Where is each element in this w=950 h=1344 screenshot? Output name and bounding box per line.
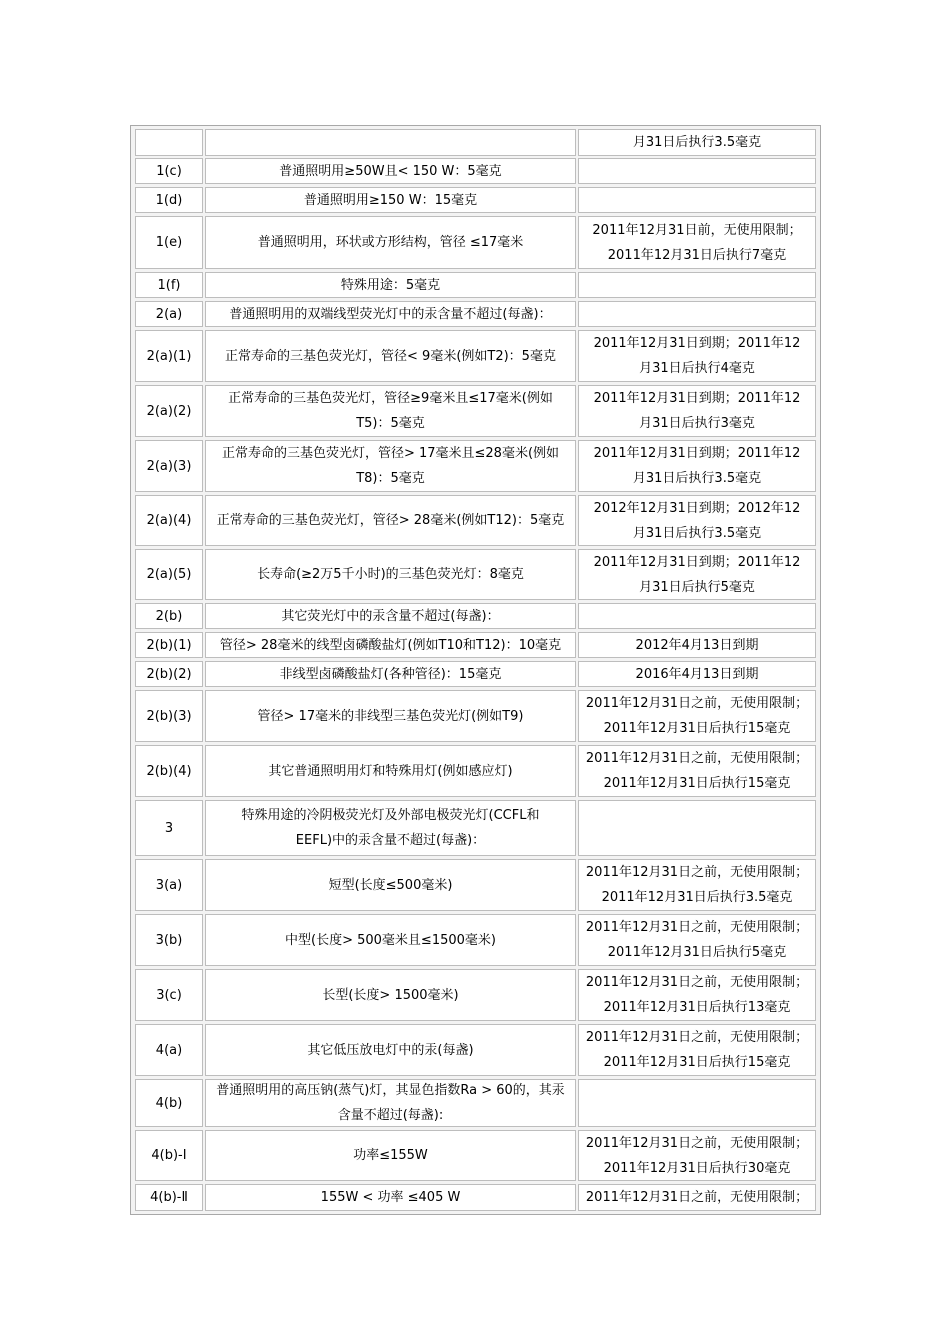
row-description-cell bbox=[205, 745, 576, 797]
row-code-text: 1(e) bbox=[155, 235, 183, 250]
row-description-cell bbox=[205, 914, 576, 966]
row-description-text: 其它荧光灯中的汞含量不超过(每盏)： bbox=[281, 608, 500, 624]
row-code-text: 3 bbox=[164, 820, 174, 836]
row-deadline-cell bbox=[578, 1024, 816, 1076]
table-row bbox=[131, 1024, 820, 1076]
row-description-cell bbox=[205, 1024, 576, 1076]
row-deadline-cell bbox=[578, 1130, 816, 1181]
row-code-cell bbox=[135, 800, 203, 856]
row-deadline-text: 2011年12月31日之前，无使用限制； 2011年12月31日后执行3.5毫克 bbox=[585, 865, 809, 905]
row-description-cell bbox=[205, 661, 576, 687]
row-deadline-text: 2011年12月31日之前，无使用限制； bbox=[585, 1190, 809, 1205]
table-row bbox=[131, 440, 820, 492]
row-code-cell bbox=[135, 301, 203, 327]
row-code-cell bbox=[135, 187, 203, 213]
row-code-cell bbox=[135, 914, 203, 966]
row-deadline-cell bbox=[578, 745, 816, 797]
row-code-text: 1(d) bbox=[155, 192, 183, 208]
row-code-cell bbox=[135, 632, 203, 658]
table-row bbox=[131, 914, 820, 966]
row-description-cell bbox=[205, 158, 576, 184]
row-deadline-cell bbox=[578, 1184, 816, 1211]
row-description-text: 其它普通照明用灯和特殊用灯(例如感应灯) bbox=[268, 763, 513, 779]
table-row bbox=[131, 187, 820, 213]
row-deadline-cell bbox=[578, 158, 816, 184]
row-code-cell bbox=[135, 330, 203, 382]
row-code-cell bbox=[135, 549, 203, 600]
row-code-text: 2(b)(2) bbox=[146, 666, 192, 682]
row-code-text: 2(b)(3) bbox=[146, 708, 192, 724]
row-deadline-cell bbox=[578, 330, 816, 382]
row-deadline-text: 月31日后执行3.5毫克 bbox=[632, 135, 762, 150]
table-row bbox=[131, 661, 820, 687]
row-code-cell bbox=[135, 495, 203, 546]
row-description-cell bbox=[205, 859, 576, 911]
row-description-text: 长寿命(≥2万5千小时)的三基色荧光灯：8毫克 bbox=[257, 567, 524, 582]
row-code-cell bbox=[135, 661, 203, 687]
row-description-text: 短型(长度≤500毫米) bbox=[328, 877, 453, 893]
row-code-cell bbox=[135, 745, 203, 797]
table-row bbox=[131, 495, 820, 546]
row-code-cell bbox=[135, 859, 203, 911]
row-code-text: 4(b) bbox=[155, 1095, 183, 1111]
row-code-text: 2(b) bbox=[155, 608, 183, 624]
row-code-cell bbox=[135, 440, 203, 492]
row-code-text: 2(a)(4) bbox=[146, 513, 192, 528]
row-code-cell bbox=[135, 1024, 203, 1076]
row-code-text: 2(a)(3) bbox=[146, 458, 192, 474]
row-description-text: 长型(长度> 1500毫米) bbox=[322, 987, 459, 1003]
regulation-table bbox=[130, 125, 821, 1215]
row-deadline-cell bbox=[578, 495, 816, 546]
table-row bbox=[131, 690, 820, 742]
row-deadline-cell bbox=[578, 549, 816, 600]
row-deadline-text: 2011年12月31日到期；2011年12 月31日后执行5毫克 bbox=[593, 554, 801, 595]
row-code-text: 2(a) bbox=[155, 306, 183, 322]
row-description-text: 正常寿命的三基色荧光灯，管径< 9毫米(例如T2)：5毫克 bbox=[225, 348, 556, 364]
table-row bbox=[131, 272, 820, 298]
row-deadline-text: 2011年12月31日之前，无使用限制； 2011年12月31日后执行15毫克 bbox=[585, 751, 809, 791]
row-code-cell bbox=[135, 603, 203, 629]
table-row bbox=[131, 969, 820, 1021]
row-deadline-text: 2011年12月31日到期；2011年12 月31日后执行3.5毫克 bbox=[593, 446, 801, 486]
table-row bbox=[131, 859, 820, 911]
row-deadline-text: 2012年4月13日到期 bbox=[635, 637, 759, 653]
table-row bbox=[131, 385, 820, 437]
row-code-cell bbox=[135, 385, 203, 437]
row-deadline-cell bbox=[578, 800, 816, 856]
table-row bbox=[131, 603, 820, 629]
row-description-text: 普通照明用的高压钠(蒸气)灯，其显色指数Ra > 60的，其汞 含量不超过(每盏): bbox=[216, 1083, 565, 1123]
row-description-text: 中型(长度> 500毫米且≤1500毫米) bbox=[285, 932, 496, 948]
row-deadline-cell bbox=[578, 187, 816, 213]
table-row bbox=[131, 301, 820, 327]
row-description-text: 正常寿命的三基色荧光灯，管径> 28毫米(例如T12)：5毫克 bbox=[216, 513, 565, 528]
row-description-cell bbox=[205, 1130, 576, 1181]
row-deadline-cell bbox=[578, 1079, 816, 1127]
row-deadline-text: 2011年12月31日到期；2011年12 月31日后执行3毫克 bbox=[593, 391, 801, 431]
row-description-cell bbox=[205, 969, 576, 1021]
row-description-cell bbox=[205, 495, 576, 546]
row-description-text: 功率≤155W bbox=[353, 1148, 428, 1163]
row-description-text: 正常寿命的三基色荧光灯，管径≥9毫米且≤17毫米(例如 T5)：5毫克 bbox=[228, 391, 553, 431]
row-code-text: 2(a)(1) bbox=[146, 348, 192, 364]
row-description-text: 特殊用途：5毫克 bbox=[340, 277, 441, 293]
row-description-cell bbox=[205, 1184, 576, 1211]
row-description-cell bbox=[205, 385, 576, 437]
row-description-text: 其它低压放电灯中的汞(每盏) bbox=[307, 1042, 474, 1058]
row-code-cell bbox=[135, 1184, 203, 1211]
row-deadline-cell bbox=[578, 632, 816, 658]
row-code-cell bbox=[135, 1130, 203, 1181]
row-code-cell bbox=[135, 272, 203, 298]
row-deadline-cell bbox=[578, 385, 816, 437]
row-description-cell bbox=[205, 301, 576, 327]
row-description-cell bbox=[205, 603, 576, 629]
row-deadline-cell bbox=[578, 129, 816, 156]
row-deadline-text: 2011年12月31日到期；2011年12 月31日后执行4毫克 bbox=[593, 336, 801, 376]
row-description-cell bbox=[205, 632, 576, 658]
table-row bbox=[131, 800, 820, 856]
row-description-text: 管径> 28毫米的线型卤磷酸盐灯(例如T10和T12)：10毫克 bbox=[219, 637, 562, 653]
row-deadline-text: 2011年12月31日之前，无使用限制； 2011年12月31日后执行15毫克 bbox=[585, 1030, 809, 1070]
table-row bbox=[131, 158, 820, 184]
row-code-text: 1(c) bbox=[156, 163, 182, 179]
table-row bbox=[131, 632, 820, 658]
row-deadline-cell bbox=[578, 440, 816, 492]
row-code-text: 1(f) bbox=[157, 277, 181, 293]
row-deadline-text: 2011年12月31日之前，无使用限制； 2011年12月31日后执行13毫克 bbox=[585, 975, 809, 1015]
row-code-text: 2(b)(1) bbox=[146, 637, 192, 653]
table-row bbox=[131, 1130, 820, 1181]
row-code-text: 4(a) bbox=[155, 1042, 183, 1058]
row-description-cell bbox=[205, 549, 576, 600]
row-deadline-cell bbox=[578, 859, 816, 911]
row-deadline-cell bbox=[578, 301, 816, 327]
row-description-text: 普通照明用≥50W且< 150 W：5毫克 bbox=[279, 163, 502, 179]
row-description-text: 管径> 17毫米的非线型三基色荧光灯(例如T9) bbox=[257, 708, 524, 724]
table-row bbox=[131, 745, 820, 797]
row-code-cell bbox=[135, 158, 203, 184]
row-description-text: 普通照明用，环状或方形结构，管径 ≤17毫米 bbox=[257, 235, 524, 250]
row-code-text: 4(b)-Ⅰ bbox=[151, 1148, 187, 1163]
table-row bbox=[131, 330, 820, 382]
row-deadline-cell bbox=[578, 969, 816, 1021]
row-deadline-text: 2012年12月31日到期；2012年12 月31日后执行3.5毫克 bbox=[593, 500, 801, 541]
row-code-text: 2(a)(2) bbox=[146, 403, 192, 419]
row-deadline-cell bbox=[578, 272, 816, 298]
row-deadline-text: 2011年12月31日之前，无使用限制； 2011年12月31日后执行30毫克 bbox=[585, 1135, 809, 1176]
row-code-text: 3(a) bbox=[155, 877, 183, 893]
row-description-text: 普通照明用≥150 W：15毫克 bbox=[303, 192, 478, 208]
row-description-text: 155W < 功率 ≤405 W bbox=[320, 1190, 461, 1205]
row-deadline-cell bbox=[578, 690, 816, 742]
row-code-cell bbox=[135, 216, 203, 269]
table-row bbox=[131, 1184, 820, 1211]
row-code-cell bbox=[135, 129, 203, 156]
row-description-cell bbox=[205, 800, 576, 856]
row-description-cell bbox=[205, 330, 576, 382]
table-row bbox=[131, 129, 820, 156]
row-description-text: 正常寿命的三基色荧光灯，管径> 17毫米且≤28毫米(例如 T8)：5毫克 bbox=[221, 446, 560, 486]
table-row bbox=[131, 549, 820, 600]
row-deadline-text: 2016年4月13日到期 bbox=[635, 666, 759, 682]
row-code-cell bbox=[135, 690, 203, 742]
row-description-cell bbox=[205, 272, 576, 298]
row-description-cell bbox=[205, 690, 576, 742]
row-code-text: 3(b) bbox=[155, 932, 183, 948]
row-deadline-cell bbox=[578, 216, 816, 269]
row-code-text: 2(b)(4) bbox=[146, 763, 192, 779]
row-description-text: 非线型卤磷酸盐灯(各种管径)：15毫克 bbox=[279, 666, 502, 682]
row-deadline-cell bbox=[578, 603, 816, 629]
row-code-cell bbox=[135, 1079, 203, 1127]
row-description-cell bbox=[205, 187, 576, 213]
row-description-cell bbox=[205, 129, 576, 156]
table-row bbox=[131, 1079, 820, 1127]
row-deadline-text: 2011年12月31日前，无使用限制； 2011年12月31日后执行7毫克 bbox=[592, 222, 802, 263]
row-deadline-text: 2011年12月31日之前，无使用限制； 2011年12月31日后执行15毫克 bbox=[585, 696, 809, 736]
row-description-cell bbox=[205, 216, 576, 269]
row-deadline-text: 2011年12月31日之前，无使用限制； 2011年12月31日后执行5毫克 bbox=[585, 920, 809, 960]
row-code-text: 2(a)(5) bbox=[146, 567, 192, 582]
row-description-cell bbox=[205, 440, 576, 492]
row-code-text: 4(b)-Ⅱ bbox=[150, 1190, 188, 1205]
row-deadline-cell bbox=[578, 661, 816, 687]
row-code-text: 3(c) bbox=[156, 987, 182, 1003]
row-deadline-cell bbox=[578, 914, 816, 966]
row-description-cell bbox=[205, 1079, 576, 1127]
table-row bbox=[131, 216, 820, 269]
row-description-text: 普通照明用的双端线型荧光灯中的汞含量不超过(每盏)： bbox=[229, 306, 552, 322]
row-code-cell bbox=[135, 969, 203, 1021]
row-description-text: 特殊用途的冷阴极荧光灯及外部电极荧光灯(CCFL和 EEFL)中的汞含量不超过(每盏)： bbox=[241, 808, 540, 848]
